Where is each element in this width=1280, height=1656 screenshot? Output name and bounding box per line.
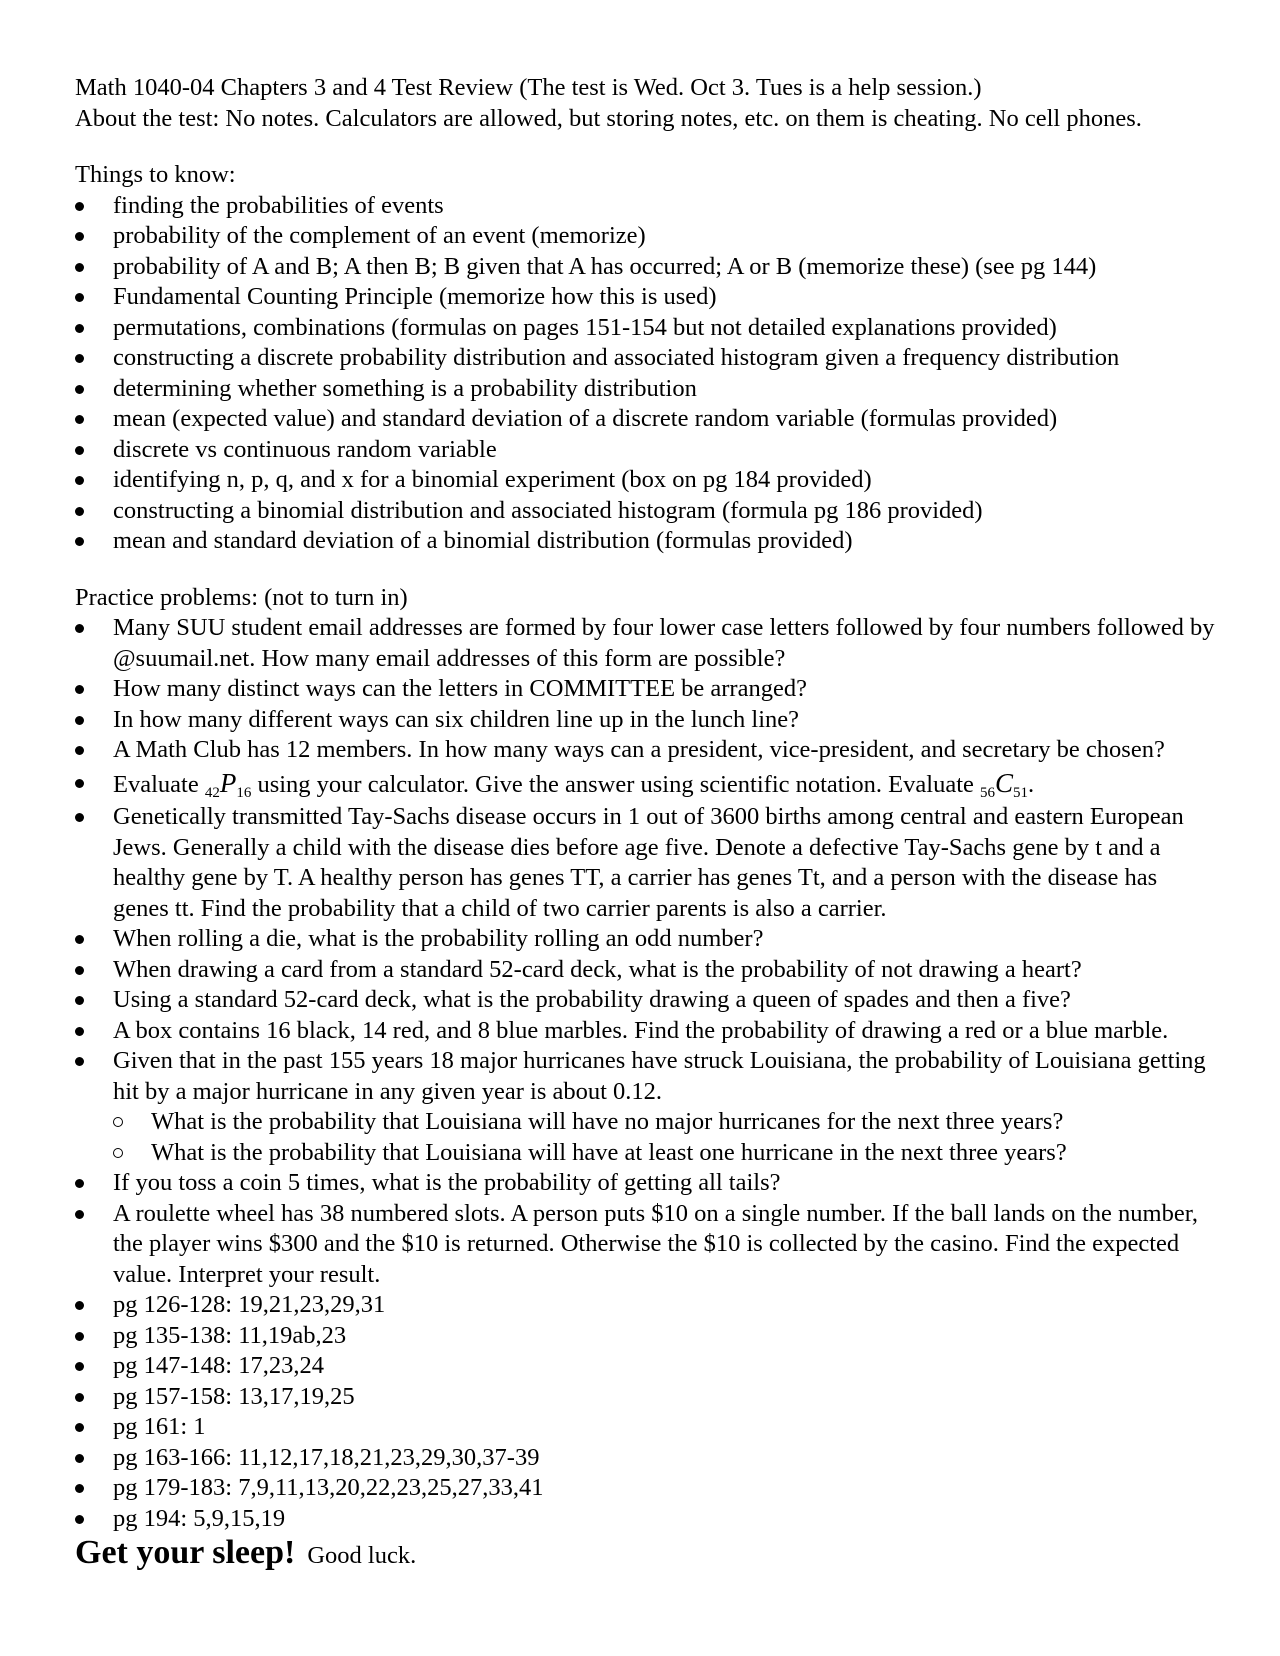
list-item: A roulette wheel has 38 numbered slots. A person puts $10 on a single number. If the ball lands on the number, the player wins $300 and the $10 is returned. Otherwise the $10 is collected by the casino. Find the expected value. Interpret your result.: [75, 1199, 1215, 1291]
list-item: A Math Club has 12 members. In how many ways can a president, vice-president, and secretary be chosen?: [75, 735, 1215, 766]
bullet-icon: [75, 935, 84, 944]
closing-line: [75, 1534, 1215, 1572]
permutation-n: 42: [204, 784, 220, 801]
bullet-icon: [75, 966, 84, 975]
list-item: mean and standard deviation of a binomial distribution (formulas provided): [75, 526, 1215, 557]
bullet-icon: [75, 507, 84, 516]
combination-symbol: C: [995, 767, 1014, 798]
page-assignment-item: pg 126-128: 19,21,23,29,31: [75, 1290, 1215, 1321]
list-item: If you toss a coin 5 times, what is the probability of getting all tails?: [75, 1168, 1215, 1199]
list-item: determining whether something is a probability distribution: [75, 374, 1215, 405]
bullet-icon: [75, 1179, 84, 1188]
evaluate-end-text: .: [1028, 770, 1035, 798]
bullet-icon: [75, 476, 84, 485]
circle-bullet-icon: [113, 1148, 123, 1158]
bullet-icon: [75, 746, 84, 755]
bullet-icon: [75, 1393, 84, 1402]
list-item: constructing a discrete probability distribution and associated histogram given a frequency distribution: [75, 343, 1215, 374]
page-assignment-item: pg 163-166: 11,12,17,18,21,23,29,30,37-39: [75, 1443, 1215, 1474]
practice-problems-heading: Practice problems: (not to turn in): [75, 583, 408, 611]
bullet-icon: [75, 1210, 84, 1219]
header-title-line: Math 1040-04 Chapters 3 and 4 Test Review (The test is Wed. Oct 3. Tues is a help session.): [75, 74, 982, 101]
closing-bold-text: Get your sleep!: [75, 1534, 296, 1571]
list-item: [75, 766, 1215, 803]
sub-list-item: What is the probability that Louisiana will have no major hurricanes for the next three years?: [75, 1107, 1215, 1138]
page-assignment-item: pg 147-148: 17,23,24: [75, 1351, 1215, 1382]
bullet-icon: [75, 996, 84, 1005]
bullet-icon: [75, 624, 84, 633]
header-about-line: About the test: No notes. Calculators are allowed, but storing notes, etc. on them is cheating. No cell phones.: [75, 104, 1142, 132]
list-item: probability of A and B; A then B; B given that A has occurred; A or B (memorize these) (see pg 144): [75, 252, 1215, 283]
page-assignment-item: pg 161: 1: [75, 1412, 1215, 1443]
list-item: Using a standard 52-card deck, what is the probability drawing a queen of spades and then a five?: [75, 985, 1215, 1016]
bullet-icon: [75, 1027, 84, 1036]
permutation-symbol: P: [219, 767, 237, 798]
bullet-icon: [75, 1057, 84, 1066]
list-item: When rolling a die, what is the probability rolling an odd number?: [75, 924, 1215, 955]
bullet-icon: [75, 385, 84, 394]
combination-r: 51: [1013, 784, 1029, 801]
bullet-icon: [75, 324, 84, 333]
document-page: [75, 73, 1215, 1572]
bullet-icon: [75, 1423, 84, 1432]
evaluate-mid-text: using your calculator. Give the answer using scientific notation. Evaluate: [251, 770, 980, 798]
page-assignment-item: pg 157-158: 13,17,19,25: [75, 1382, 1215, 1413]
bullet-icon: [75, 263, 84, 272]
bullet-icon: [75, 202, 84, 211]
bullet-icon: [75, 293, 84, 302]
list-item: When drawing a card from a standard 52-card deck, what is the probability of not drawing a heart?: [75, 955, 1215, 986]
list-item: finding the probabilities of events: [75, 191, 1215, 222]
bullet-icon: [75, 232, 84, 241]
things-to-know-heading: Things to know:: [75, 161, 236, 188]
list-item: probability of the complement of an event (memorize): [75, 221, 1215, 252]
list-item: How many distinct ways can the letters in COMMITTEE be arranged?: [75, 674, 1215, 705]
list-item: Genetically transmitted Tay-Sachs disease occurs in 1 out of 3600 births among central and eastern European Jews. Generally a child with the disease dies before age five. Denote a defective Tay-Sachs gene by t and a healthy gene by T. A healthy person has genes TT, a carrier has genes Tt, and a person with the disease has genes tt. Find the probability that a child of two carrier parents is also a carrier.: [75, 802, 1215, 924]
bullet-icon: [75, 1301, 84, 1310]
bullet-icon: [75, 813, 84, 822]
bullet-icon: [75, 1484, 84, 1493]
list-item: constructing a binomial distribution and associated histogram (formula pg 186 provided): [75, 496, 1215, 527]
bullet-icon: [75, 354, 84, 363]
page-assignment-item: pg 179-183: 7,9,11,13,20,22,23,25,27,33,41: [75, 1473, 1215, 1504]
list-item: permutations, combinations (formulas on pages 151-154 but not detailed explanations provided): [75, 313, 1215, 344]
list-item: Many SUU student email addresses are formed by four lower case letters followed by four numbers followed by @suumail.net. How many email addresses of this form are possible?: [75, 613, 1215, 674]
bullet-icon: [75, 716, 84, 725]
bullet-icon: [75, 1515, 84, 1524]
page-assignment-item: pg 194: 5,9,15,19: [75, 1504, 1215, 1535]
things-to-know-list: [75, 191, 1215, 557]
list-item: mean (expected value) and standard deviation of a discrete random variable (formulas provided): [75, 404, 1215, 435]
list-item: In how many different ways can six children line up in the lunch line?: [75, 705, 1215, 736]
bullet-icon: [75, 1362, 84, 1371]
bullet-icon: [75, 415, 84, 424]
evaluate-text: Evaluate: [113, 770, 205, 798]
sub-list-item: What is the probability that Louisiana will have at least one hurricane in the next three years?: [75, 1138, 1215, 1169]
practice-problems-list: [75, 613, 1215, 1534]
bullet-icon: [75, 446, 84, 455]
list-item: identifying n, p, q, and x for a binomial experiment (box on pg 184 provided): [75, 465, 1215, 496]
bullet-icon: [75, 685, 84, 694]
bullet-icon: [75, 779, 84, 788]
list-item: Fundamental Counting Principle (memorize how this is used): [75, 282, 1215, 313]
closing-good-luck: Good luck.: [307, 1542, 417, 1569]
combination-n: 56: [980, 784, 995, 801]
sub-list: [75, 1107, 1215, 1168]
bullet-icon: [75, 1454, 84, 1463]
page-assignment-item: pg 135-138: 11,19ab,23: [75, 1321, 1215, 1352]
list-item: discrete vs continuous random variable: [75, 435, 1215, 466]
permutation-r: 16: [236, 784, 252, 801]
bullet-icon: [75, 537, 84, 546]
bullet-icon: [75, 1332, 84, 1341]
list-item: A box contains 16 black, 14 red, and 8 blue marbles. Find the probability of drawing a red or a blue marble.: [75, 1016, 1215, 1047]
list-item: Given that in the past 155 years 18 major hurricanes have struck Louisiana, the probability of Louisiana getting hit by a major hurricane in any given year is about 0.12. What is the probability that Louisiana will have no major hurricanes for the next three years? What is the probability that Louisiana will have at least one hurricane in the next three years?: [75, 1046, 1215, 1168]
circle-bullet-icon: [113, 1117, 123, 1127]
